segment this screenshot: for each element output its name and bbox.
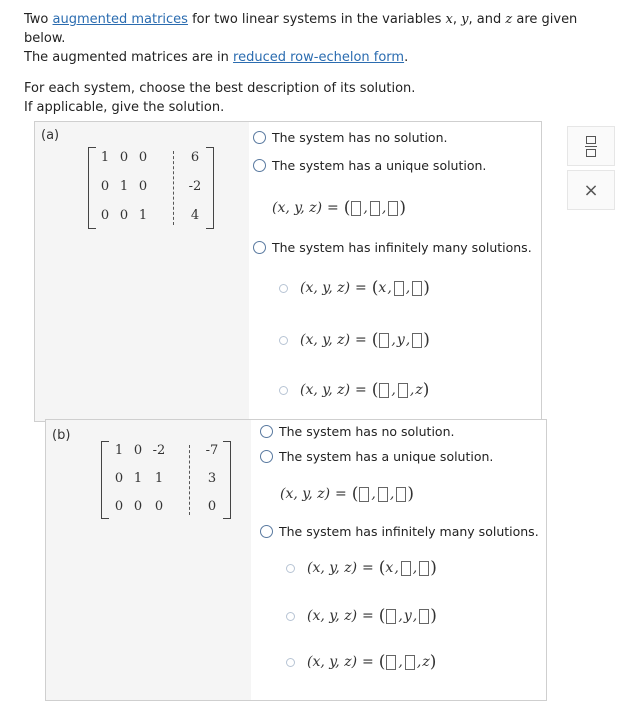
b-unique-answer: (x, y, z) = ( , , ): [280, 484, 414, 504]
radio-icon[interactable]: [286, 612, 295, 621]
answer-box[interactable]: [388, 201, 398, 216]
answer-box[interactable]: [394, 281, 404, 296]
answer-box[interactable]: [405, 655, 415, 670]
panel-b: [45, 419, 547, 701]
answer-box[interactable]: [396, 487, 406, 502]
answer-box[interactable]: [351, 201, 361, 216]
answer-box[interactable]: [370, 201, 380, 216]
answer-box[interactable]: [379, 333, 389, 348]
close-icon: ×: [583, 179, 599, 201]
b-inf-form-1[interactable]: (x, y, z) = ( x , , ): [286, 558, 437, 578]
radio-icon[interactable]: [260, 425, 273, 438]
answer-box[interactable]: [359, 487, 369, 502]
radio-icon[interactable]: [260, 525, 273, 538]
clear-button[interactable]: [567, 170, 615, 210]
a-inf-form-3[interactable]: (x, y, z) = ( , , z ): [279, 380, 429, 400]
radio-icon[interactable]: [279, 386, 288, 395]
answer-box[interactable]: [419, 609, 429, 624]
panel-a: [34, 121, 542, 422]
answer-box[interactable]: [419, 561, 429, 576]
fraction-icon: [586, 136, 596, 157]
intro-line-3: For each system, choose the best description of its solution.: [24, 81, 416, 96]
instructions: [24, 10, 604, 117]
radio-icon[interactable]: [286, 658, 295, 667]
a-unique-answer: (x, y, z) = ( , , ): [272, 198, 406, 218]
radio-icon[interactable]: [260, 450, 273, 463]
panel-a-label: (a): [41, 128, 60, 143]
radio-icon[interactable]: [286, 564, 295, 573]
panel-b-label: (b): [52, 428, 71, 443]
intro-line-2: The augmented matrices are in reduced row-echelon form.: [24, 50, 409, 65]
intro-line-4: If applicable, give the solution.: [24, 100, 225, 115]
answer-box[interactable]: [412, 281, 422, 296]
answer-box[interactable]: [378, 487, 388, 502]
answer-box[interactable]: [386, 609, 396, 624]
answer-box[interactable]: [398, 383, 408, 398]
augmented-matrices-link[interactable]: augmented matrices: [52, 12, 188, 27]
a-unique-solution-option[interactable]: The system has a unique solution.: [253, 158, 486, 173]
radio-icon[interactable]: [253, 241, 266, 254]
matrix-a: 1 0 0 6 0 1 0 -2 0 0 1 4: [88, 147, 214, 229]
a-no-solution-option[interactable]: The system has no solution.: [253, 130, 447, 145]
b-unique-solution-option[interactable]: The system has a unique solution.: [260, 449, 493, 464]
b-inf-form-3[interactable]: (x, y, z) = ( , , z ): [286, 652, 436, 672]
radio-icon[interactable]: [279, 336, 288, 345]
answer-box[interactable]: [386, 655, 396, 670]
intro-line-1: Two augmented matrices for two linear systems in the variables x, y, and z are given below.: [24, 12, 578, 46]
rref-link[interactable]: reduced row-echelon form: [233, 50, 405, 65]
answer-box[interactable]: [412, 333, 422, 348]
a-inf-form-1[interactable]: (x, y, z) = ( x , , ): [279, 278, 430, 298]
a-inf-form-2[interactable]: (x, y, z) = ( , y , ): [279, 330, 430, 350]
answer-box[interactable]: [401, 561, 411, 576]
b-no-solution-option[interactable]: The system has no solution.: [260, 424, 454, 439]
radio-icon[interactable]: [253, 131, 266, 144]
b-inf-form-2[interactable]: (x, y, z) = ( , y , ): [286, 606, 437, 626]
radio-icon[interactable]: [253, 159, 266, 172]
a-infinite-solutions-option[interactable]: The system has infinitely many solutions.: [253, 240, 532, 255]
radio-icon[interactable]: [279, 284, 288, 293]
fraction-button[interactable]: [567, 126, 615, 166]
answer-box[interactable]: [379, 383, 389, 398]
matrix-b: 1 0 -2 -7 0 1 1 3 0 0 0 0: [101, 441, 231, 519]
b-infinite-solutions-option[interactable]: The system has infinitely many solutions.: [260, 524, 539, 539]
